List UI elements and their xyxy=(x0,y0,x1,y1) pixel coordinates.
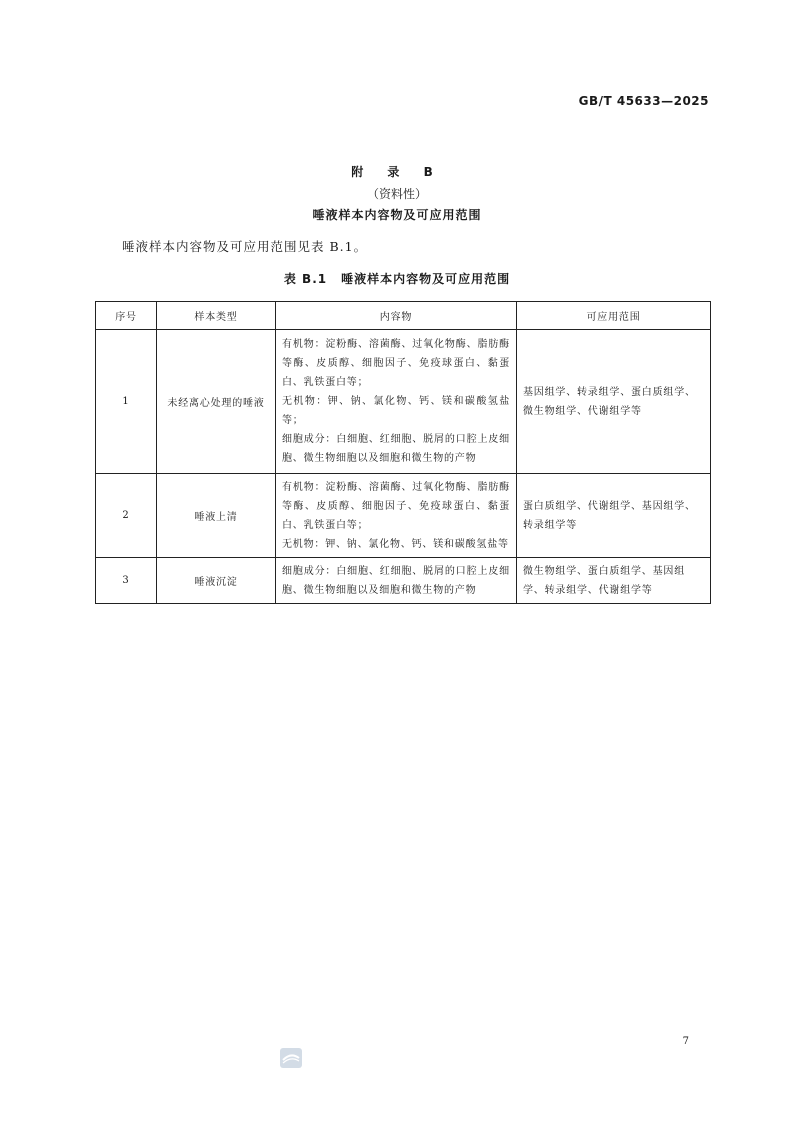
annex-label: 附 录 B xyxy=(351,165,443,179)
row-type: 唾液上清 xyxy=(157,474,276,558)
row-no: 2 xyxy=(96,474,157,558)
annex-nature: （资料性） xyxy=(366,187,427,201)
contents-organic: 有机物：淀粉酶、溶菌酶、过氧化物酶、脂肪酶等酶、皮质醇、细胞因子、免疫球蛋白、黏蛋白、乳铁蛋白等； xyxy=(282,339,510,388)
row-contents xyxy=(276,330,517,474)
header-contents: 内容物 xyxy=(276,302,517,330)
row-range: 微生物组学、蛋白质组学、基因组学、转录组学、代谢组学等 xyxy=(517,558,711,604)
table-caption-number: 表 B.1 xyxy=(283,272,328,286)
document-code: GB/T 45633—2025 xyxy=(578,94,709,108)
row-contents xyxy=(276,558,517,604)
header-no: 序号 xyxy=(96,302,157,330)
row-type: 唾液沉淀 xyxy=(157,558,276,604)
row-no: 1 xyxy=(96,330,157,474)
row-range: 蛋白质组学、代谢组学、基因组学、转录组学等 xyxy=(517,474,711,558)
contents-table xyxy=(95,301,711,604)
page-number: 7 xyxy=(682,1036,689,1047)
contents-cellular: 细胞成分：白细胞、红细胞、脱屑的口腔上皮细胞、微生物细胞以及细胞和微生物的产物 xyxy=(282,434,510,464)
table-row xyxy=(96,330,711,474)
contents-cellular: 细胞成分：白细胞、红细胞、脱屑的口腔上皮细胞、微生物细胞以及细胞和微生物的产物 xyxy=(282,565,510,596)
header-range: 可应用范围 xyxy=(517,302,711,330)
row-range: 基因组学、转录组学、蛋白质组学、微生物组学、代谢组学等 xyxy=(517,330,711,474)
annex-title: 唾液样本内容物及可应用范围 xyxy=(312,208,482,222)
table-row xyxy=(96,474,711,558)
table-caption-title: 唾液样本内容物及可应用范围 xyxy=(341,272,511,286)
row-no: 3 xyxy=(96,558,157,604)
row-contents xyxy=(276,474,517,558)
table-header-row xyxy=(96,302,711,330)
row-type: 未经离心处理的唾液 xyxy=(157,330,276,474)
contents-inorganic: 无机物：钾、钠、氯化物、钙、镁和碳酸氢盐等； xyxy=(282,396,510,426)
table-caption xyxy=(0,270,794,287)
table-row xyxy=(96,558,711,604)
header-type: 样本类型 xyxy=(157,302,276,330)
contents-organic: 有机物：淀粉酶、溶菌酶、过氧化物酶、脂肪酶等酶、皮质醇、细胞因子、免疫球蛋白、黏蛋白、乳铁蛋白等； xyxy=(282,481,510,531)
sac-logo-icon xyxy=(280,1048,302,1068)
contents-inorganic: 无机物：钾、钠、氯化物、钙、镁和碳酸氢盐等 xyxy=(282,538,509,550)
intro-paragraph: 唾液样本内容物及可应用范围见表 B.1。 xyxy=(122,239,368,254)
